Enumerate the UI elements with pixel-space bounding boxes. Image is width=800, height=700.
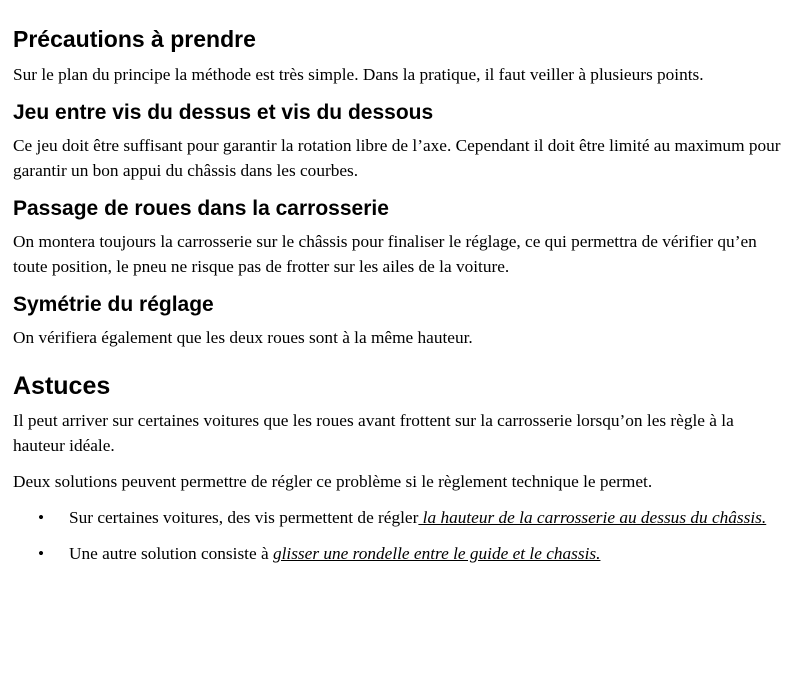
solutions-list bbox=[13, 505, 788, 566]
paragraph-astuces-2: Deux solutions peuvent permettre de régler ce problème si le règlement technique le permet. bbox=[13, 472, 653, 491]
bullet-icon: • bbox=[38, 508, 45, 527]
paragraph-precautions: Sur le plan du principe la méthode est très simple. Dans la pratique, il faut veiller à plusieurs points. bbox=[13, 65, 704, 84]
heading-jeu: Jeu entre vis du dessus et vis du dessous bbox=[13, 101, 434, 124]
list-item bbox=[13, 541, 788, 566]
list-item-link[interactable]: la hauteur de la carrosserie au dessus du châssis. bbox=[418, 508, 767, 527]
bullet-icon: • bbox=[38, 544, 45, 563]
list-item-link[interactable]: glisser une rondelle entre le guide et le chassis. bbox=[272, 544, 601, 563]
heading-passage: Passage de roues dans la carrosserie bbox=[13, 197, 389, 220]
paragraph-symetrie: On vérifiera également que les deux roues sont à la même hauteur. bbox=[13, 328, 473, 347]
list-item-text: Sur certaines voitures, des vis permettent de régler bbox=[69, 508, 419, 527]
list-item-text: Une autre solution consiste à bbox=[69, 544, 273, 563]
heading-symetrie: Symétrie du réglage bbox=[13, 293, 214, 316]
paragraph-astuces-1: Il peut arriver sur certaines voitures que les roues avant frottent sur la carrosserie lorsqu’on les règle à la hauteur idéale. bbox=[13, 411, 734, 455]
heading-astuces: Astuces bbox=[13, 372, 111, 400]
document-page bbox=[13, 24, 788, 566]
paragraph-jeu: Ce jeu doit être suffisant pour garantir la rotation libre de l’axe. Cependant il doit être limité au maximum pour garantir un bon appui du châssis dans les courbes. bbox=[13, 136, 781, 180]
list-item bbox=[13, 505, 788, 530]
paragraph-passage: On montera toujours la carrosserie sur le châssis pour finaliser le réglage, ce qui permettra de vérifier qu’en toute position, le pneu ne risque pas de frotter sur les ailes de la voiture. bbox=[13, 232, 757, 276]
heading-precautions: Précautions à prendre bbox=[13, 26, 256, 52]
